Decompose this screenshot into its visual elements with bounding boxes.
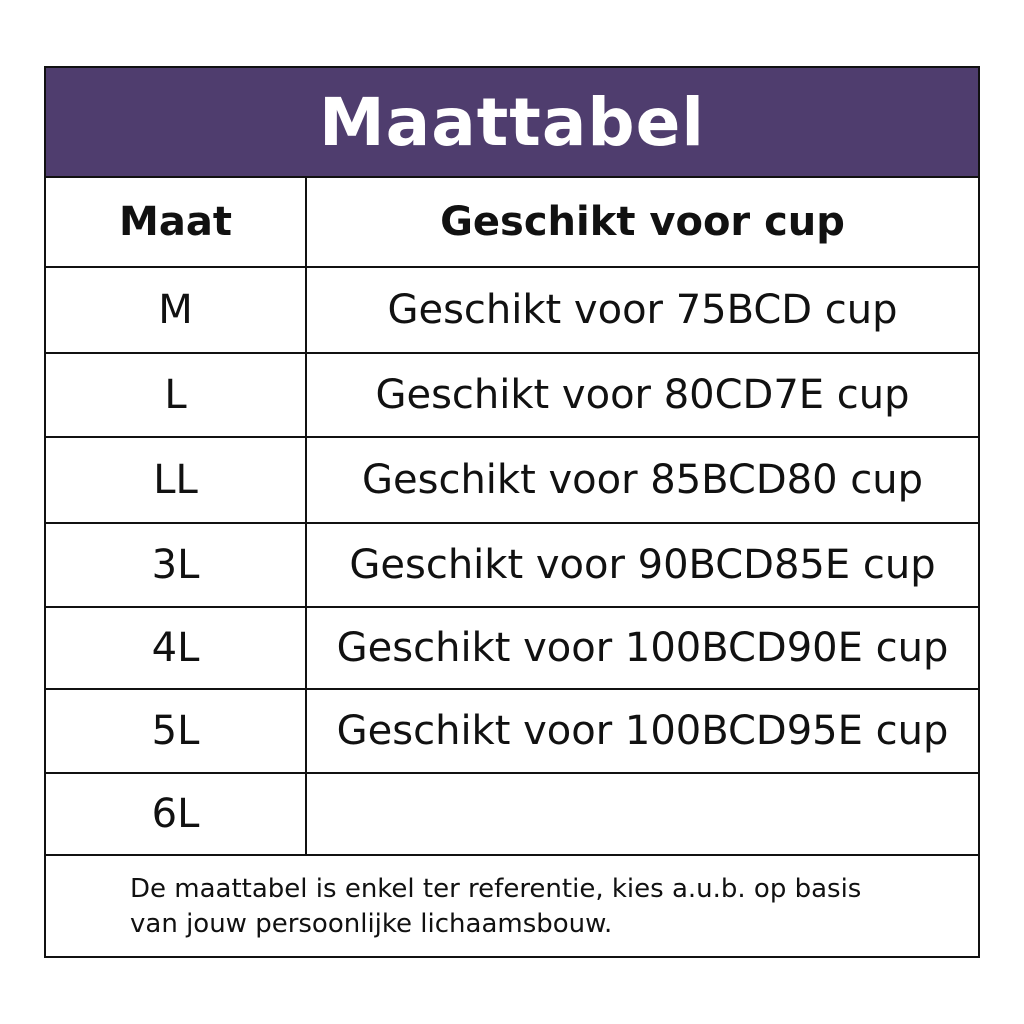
- size-cell: 6L: [46, 774, 307, 856]
- cup-cell: Geschikt voor 100BCD90E cup: [307, 608, 978, 690]
- size-cell: 5L: [46, 690, 307, 774]
- size-table: [46, 178, 978, 856]
- cup-cell: Geschikt voor 90BCD85E cup: [307, 524, 978, 608]
- size-cell: 3L: [46, 524, 307, 608]
- footnote-line: De maattabel is enkel ter referentie, kies a.u.b. op basis: [130, 874, 862, 904]
- title-bar: [46, 68, 978, 178]
- chart-title: Maattabel: [318, 83, 706, 161]
- size-cell: LL: [46, 438, 307, 524]
- cup-cell: Geschikt voor 80CD7E cup: [307, 354, 978, 438]
- header-size: Maat: [46, 178, 307, 268]
- footnote-line: van jouw persoonlijke lichaamsbouw.: [130, 909, 613, 939]
- size-chart: [44, 66, 980, 958]
- cup-cell: Geschikt voor 100BCD95E cup: [307, 690, 978, 774]
- size-cell: M: [46, 268, 307, 354]
- footnote: [46, 854, 978, 956]
- size-cell: L: [46, 354, 307, 438]
- cup-cell: Geschikt voor 75BCD cup: [307, 268, 978, 354]
- cup-cell: Geschikt voor 85BCD80 cup: [307, 438, 978, 524]
- header-cup: Geschikt voor cup: [307, 178, 978, 268]
- size-cell: 4L: [46, 608, 307, 690]
- cup-cell: [307, 774, 978, 856]
